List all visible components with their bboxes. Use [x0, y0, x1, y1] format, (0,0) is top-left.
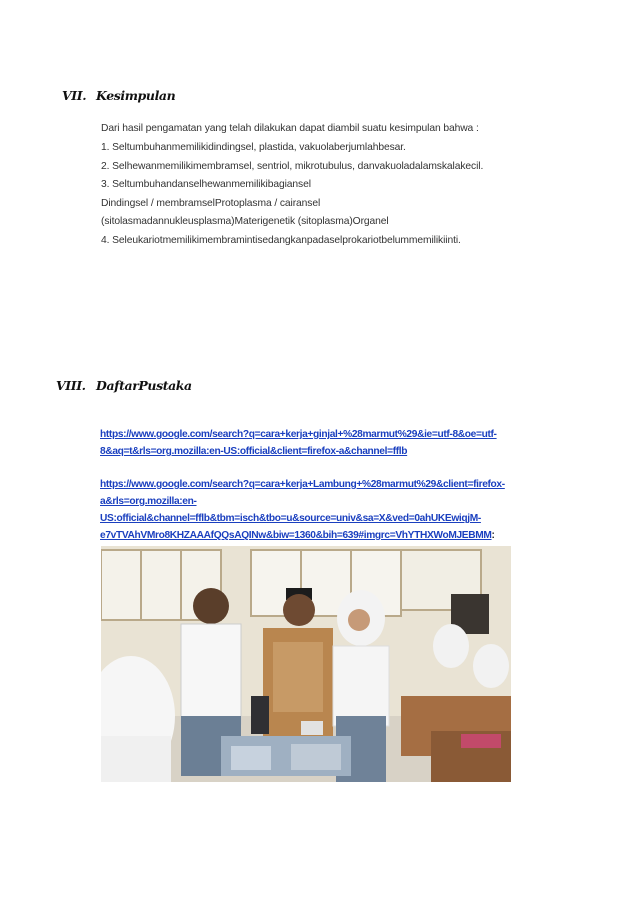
conclusion-item-2: 2. Selhewanmemilikimembramsel, sentriol, mikrotubulus, danvakuoladalamskalakecil.: [101, 161, 484, 172]
conclusion-item-3: 3. Seltumbuhandanselhewanmemilikibagiansel: [101, 179, 311, 190]
reference-link-2-line-4-text[interactable]: e7vTVAhVMro8KHZAAAfQQsAQINw&biw=1360&bih=639#imgrc=VhYTHXWoMJEBMM: [100, 530, 492, 541]
reference-link-2-line-1[interactable]: https://www.google.com/search?q=cara+kerja+Lambung+%28marmut%29&client=firefox-: [100, 479, 505, 490]
section-7-number: VII.: [62, 88, 87, 103]
reference-link-2-line-3[interactable]: US:official&channel=fflb&tbm=isch&tbo=u&source=univ&sa=X&ved=0ahUKEwiqjM-: [100, 513, 481, 524]
section-8-heading: [56, 378, 192, 393]
classroom-photo: [101, 546, 511, 782]
reference-link-2-line-2[interactable]: a&rls=org.mozilla:en-: [100, 496, 197, 507]
reference-link-1-line-2[interactable]: 8&aq=t&rls=org.mozilla:en-US:official&client=firefox-a&channel=fflb: [100, 446, 408, 457]
section-8-title: DaftarPustaka: [96, 378, 192, 393]
classroom-photo-illustration: [101, 546, 511, 782]
conclusion-item-3-detail-1: Dindingsel / membramselProtoplasma / cairansel: [101, 198, 321, 209]
conclusion-item-4: 4. Seleukariotmemilikimembramintisedangkanpadaselprokariotbelummemilikiinti.: [101, 235, 461, 246]
conclusion-item-3-detail-2: (sitolasmadannukleusplasma)Materigenetik (sitoplasma)Organel: [101, 216, 389, 227]
section-7-title: Kesimpulan: [96, 88, 176, 103]
conclusion-intro: Dari hasil pengamatan yang telah dilakukan dapat diambil suatu kesimpulan bahwa :: [101, 123, 479, 134]
reference-link-2-line-4[interactable]: [100, 530, 495, 541]
reference-link-2-suffix: :: [491, 530, 495, 541]
section-7-heading: [62, 88, 176, 103]
conclusion-item-1: 1. Seltumbuhanmemilikidindingsel, plastida, vakuolaberjumlahbesar.: [101, 142, 406, 153]
reference-link-1-line-1[interactable]: https://www.google.com/search?q=cara+kerja+ginjal+%28marmut%29&ie=utf-8&oe=utf-: [100, 429, 497, 440]
section-8-number: VIII.: [56, 378, 86, 393]
